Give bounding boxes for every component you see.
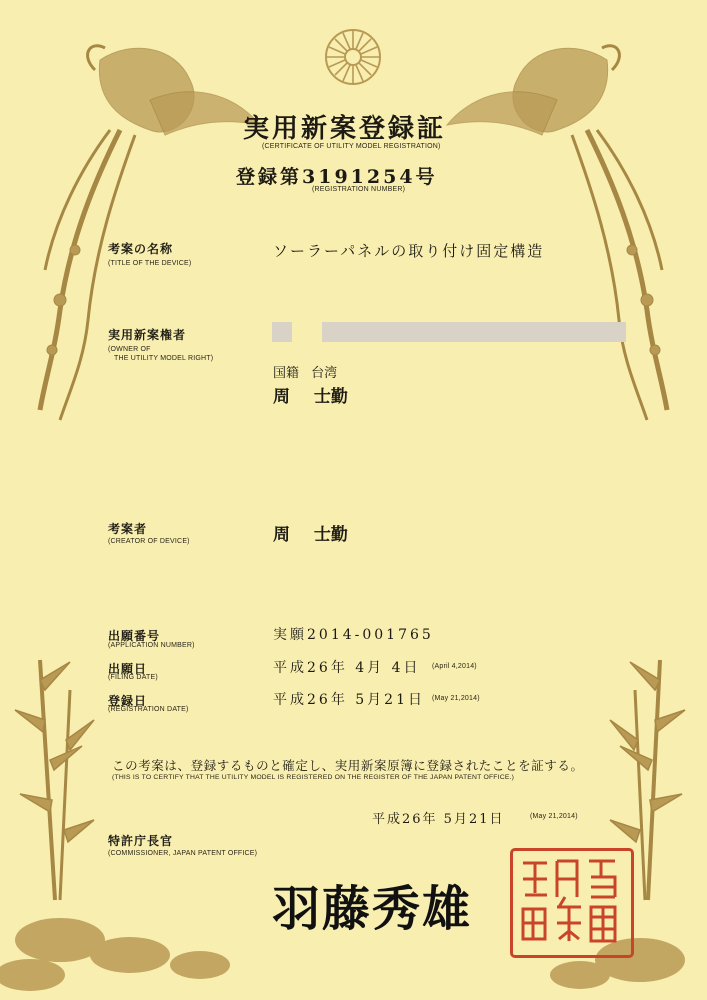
- registration-number-en: (REGISTRATION NUMBER): [312, 186, 406, 193]
- filing-value-en: (April 4,2014): [432, 663, 477, 670]
- seal-glyph-icon: [513, 851, 625, 949]
- owner-label-en-1: (OWNER OF: [108, 346, 151, 353]
- certify-text: この考案は、登録するものと確定し、実用新案原簿に登録されたことを証する。: [112, 758, 584, 773]
- device-title-value: ソーラーパネルの取り付け固定構造: [273, 242, 545, 260]
- registration-number: 登録第3191254号: [236, 166, 438, 188]
- certify-date: 平成26年 5月21日: [372, 812, 505, 827]
- owner-nationality: 国籍 台湾: [273, 366, 338, 381]
- certify-text-en: (THIS IS TO CERTIFY THAT THE UTILITY MODEL IS REGISTERED ON THE REGISTER OF THE JAPAN PATENT OFFICE.): [112, 774, 515, 781]
- owner-label-en-2: THE UTILITY MODEL RIGHT): [114, 355, 214, 362]
- creator-name: 周 士勤: [273, 525, 348, 545]
- registration-date-label: 登録日: [108, 694, 148, 708]
- registration-date-value: 平成26年 5月21日: [273, 692, 425, 708]
- redacted-address: [322, 322, 626, 342]
- filing-value: 平成26年 4月 4日: [273, 660, 421, 676]
- device-title-label: 考案の名称: [108, 242, 174, 256]
- device-title-label-en: (TITLE OF THE DEVICE): [108, 260, 192, 267]
- application-label-en: (APPLICATION NUMBER): [108, 642, 195, 649]
- owner-label: 実用新案権者: [108, 328, 187, 342]
- filing-label-en: (FILING DATE): [108, 674, 158, 681]
- filing-label: 出願日: [108, 662, 148, 676]
- application-label: 出願番号: [108, 629, 161, 643]
- official-seal: [510, 848, 634, 958]
- redacted-address-block: [272, 322, 292, 342]
- certificate-title: 実用新案登録証: [243, 114, 447, 144]
- phoenix-left-icon: [40, 46, 260, 420]
- phoenix-right-icon: [447, 46, 667, 420]
- chrysanthemum-crest-icon: [326, 30, 380, 84]
- owner-name: 周 士勤: [273, 387, 348, 407]
- creator-label-en: (CREATOR OF DEVICE): [108, 538, 190, 545]
- application-value: 実願2014-001765: [273, 627, 434, 643]
- certify-date-en: (May 21,2014): [530, 813, 578, 820]
- commissioner-label-en: (COMMISSIONER, JAPAN PATENT OFFICE): [108, 850, 258, 857]
- registration-date-value-en: (May 21,2014): [432, 695, 480, 702]
- registration-date-label-en: (REGISTRATION DATE): [108, 706, 189, 713]
- certificate-title-en: (CERTIFICATE OF UTILITY MODEL REGISTRATION): [262, 143, 441, 150]
- commissioner-signature: 羽藤秀雄: [272, 881, 473, 937]
- creator-label: 考案者: [108, 522, 148, 536]
- commissioner-label: 特許庁長官: [108, 834, 174, 848]
- bamboo-left-icon: [15, 660, 94, 900]
